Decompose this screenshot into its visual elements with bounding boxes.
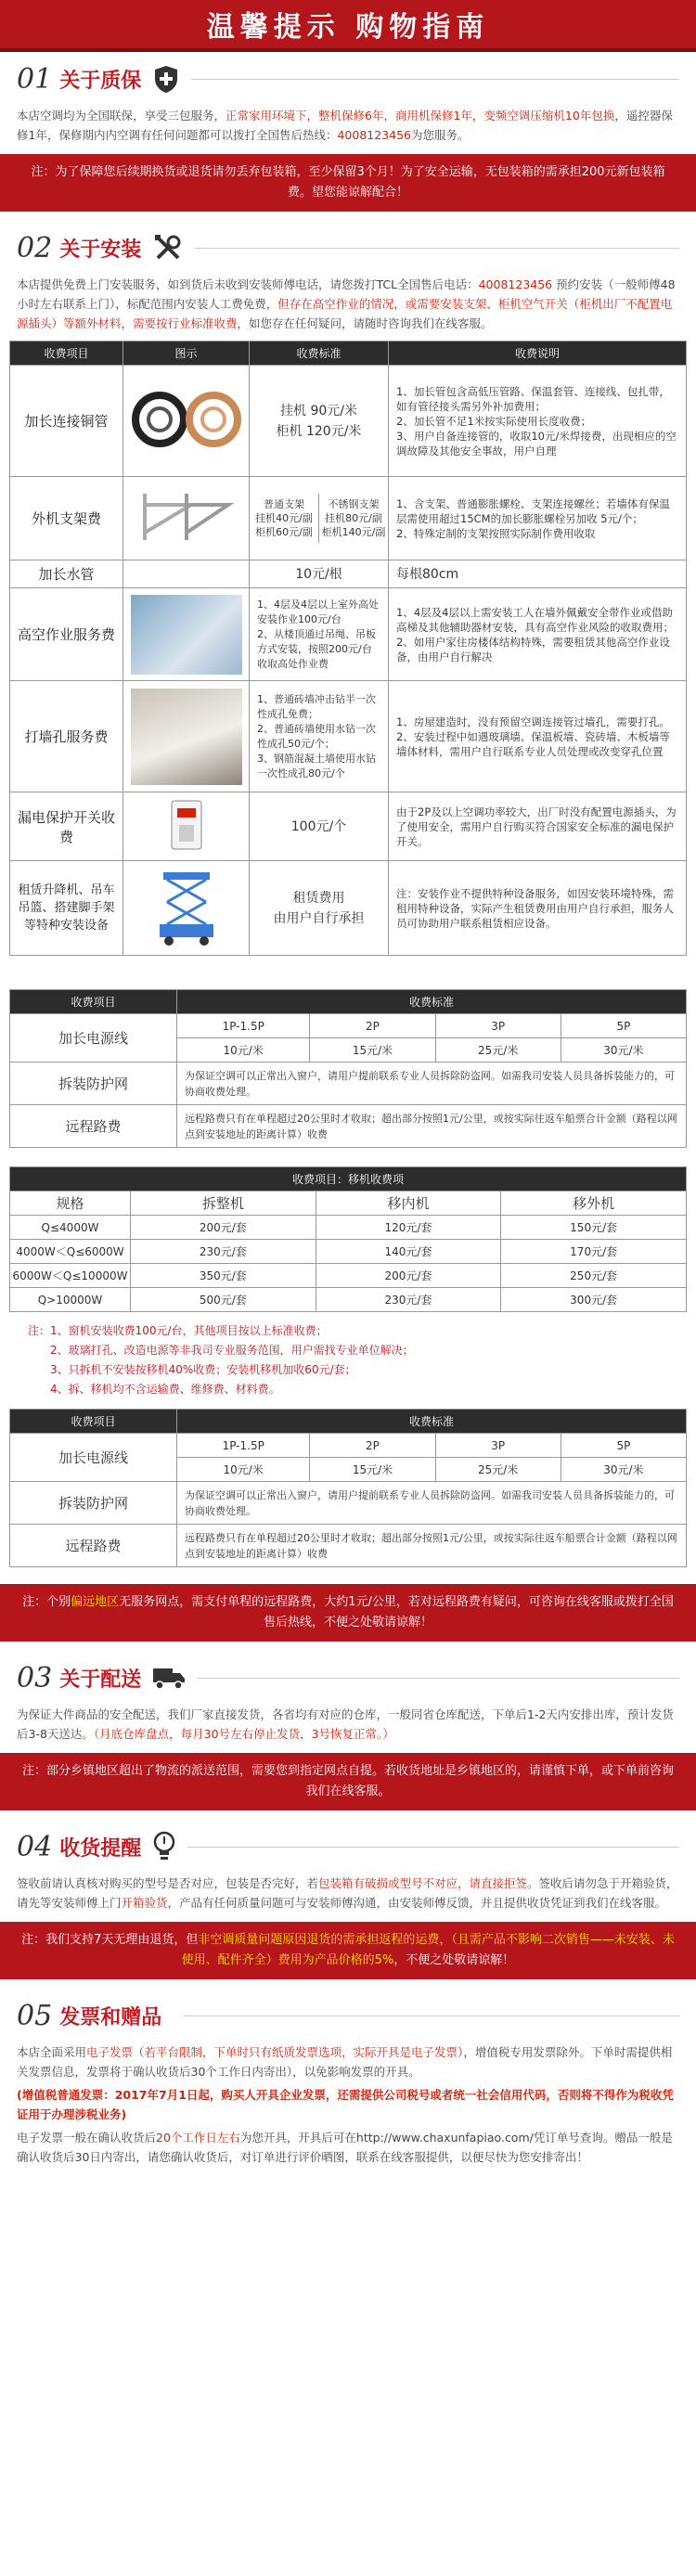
col-header: 收费说明 bbox=[389, 341, 687, 366]
section-number: 03 bbox=[17, 1661, 53, 1694]
table-row: 拆装防护网 为保证空调可以正常出入窗户，请用户提前联系专业人员拆除防盗网。如需我司安装人员具备拆装能力的，可协商收费处理。 bbox=[10, 1482, 687, 1525]
install-fee-table bbox=[9, 341, 687, 956]
relocation-fee-table bbox=[9, 1166, 687, 1312]
table-row: 加长连接铜管 挂机 90元/米 柜机 120元/米 1、加长管包含高低压管路、保温套管、连接线、包扎带，如有管径接头需另外补加费用； 2、加长管不足1米按实际使用长度收费； 3、用户自备连接管的，收取10元/米焊接费，出现相应的空调故障及其他安全事故，用户自理 bbox=[10, 366, 687, 477]
table-row: Q≤4000W 200元/套 120元/套 150元/套 bbox=[10, 1216, 687, 1240]
section-divider bbox=[195, 248, 679, 249]
col-header: 收费项目 bbox=[10, 1410, 177, 1434]
extra-fee-table-1 bbox=[9, 989, 687, 1148]
table-row: 6000W＜Q≤10000W 350元/套 200元/套 250元/套 bbox=[10, 1264, 687, 1288]
table-row: 远程路费 远程路费只有在单程超过20公里时才收取；超出部分按照1元/公里，或按实际往返车船票合计金额（路程以网点到安装地址的距离计算）收费 bbox=[10, 1525, 687, 1567]
gift-text: 电子发票一般在确认收货后20个工作日左右为您开具，开具后可在http://www.chaxunfapiao.com/凭订单号查询。赠品一般是确认收货后30日内寄出，请您确认收货后，对订单进行评价晒图，联系在线客服提供，以便尽快为您安排寄出！ bbox=[17, 2131, 673, 2164]
col-header: 收费标准 bbox=[177, 990, 687, 1014]
banner-title: 温馨提示 购物指南 bbox=[206, 11, 490, 44]
warranty-text: 本店空调均为全国联保，享受三包服务，正常家用环境下，整机保修6年，商用机保修1年，变频空调压缩机10年包换，遥控器保修1年，保修期内内空调有任何问题都可以拨打全国售后热线：4008123456为您服务。 bbox=[17, 109, 673, 142]
table-row: 加长电源线 1P-1.5P 2P 3P 5P bbox=[10, 1014, 687, 1038]
delivery-notice-bar: 注：部分乡镇地区超出了物流的派送范围，需要您到指定网点自提。若收货地址是乡镇地区的，请谨慎下单，或下单前咨询我们在线客服。 bbox=[0, 1753, 696, 1810]
section-warranty-header bbox=[0, 52, 696, 106]
receipt-text: 签收前请认真核对购买的型号是否对应，包装是否完好，若包装箱有破损或型号不对应，请直接拒签。签收后请勿急于开箱验货，请先等安装师傅上门开箱验货，产品有任何质量问题可与安装师傅沟通，由安装师傅反馈，并且提供收货凭证到我们在线客服。 bbox=[17, 1876, 678, 1910]
col-header: 图示 bbox=[123, 341, 250, 366]
col-header: 收费项目 bbox=[10, 990, 177, 1014]
section-receipt-header bbox=[0, 1820, 696, 1874]
col-header: 收费标准 bbox=[250, 341, 389, 366]
table-row: 打墙孔服务费 1、普通砖墙冲击钻半一次性成孔免费； 2、普通砖墙使用水钻一次性成孔50元/个； 3、钢筋混凝土墙使用水钻一次性成孔80元/个 1、房屋建造时，没有预留空调连接管过墙孔，需要打孔。 2、安装过程中如遇玻璃墙、保温板墙、瓷砖墙、木板墙等墙体材料，需用户自行联系专业人员处理或改变穿孔位置 bbox=[10, 681, 687, 792]
copper-pipe-image bbox=[123, 366, 250, 477]
high-altitude-photo bbox=[123, 588, 250, 681]
section-invoice-header bbox=[0, 1989, 696, 2042]
shield-plus-icon bbox=[152, 64, 180, 94]
section-install-header bbox=[0, 221, 696, 275]
invoice-text: 本店全面采用电子发票（若平台限制，下单时只有纸质发票选项，实际开具是电子发票），增值税专用发票除外。下单时需提供相关发票信息，发票将于确认收货后30个工作日内寄出），以免影响发票的开具。 bbox=[17, 2045, 673, 2079]
table-row: 加长水管 10元/根 每根80cm bbox=[10, 560, 687, 588]
bracket-image bbox=[123, 477, 250, 560]
table-row: 远程路费 远程路费只有在单程超过20公里时才收取；超出部分按照1元/公里，或按实际往返车船票合计金额（路程以网点到安装地址的距离计算）收费 bbox=[10, 1105, 687, 1148]
section-title: 发票和赠品 bbox=[59, 2005, 162, 2029]
section-divider bbox=[197, 1678, 679, 1679]
col-header: 收费项目 bbox=[10, 341, 123, 366]
table-row: 加长电源线 1P-1.5P 2P 3P 5P bbox=[10, 1434, 687, 1458]
section-number: 02 bbox=[17, 231, 53, 264]
leakage-switch-image bbox=[123, 792, 250, 861]
remote-fee-bar: 注：个别偏远地区无服务网点，需支付单程的远程路费，大约1元/公里，若对远程路费有疑问，可咨询在线客服或拨打全国售后热线，不便之处敬请谅解！ bbox=[0, 1584, 696, 1642]
vat-invoice-note: (增值税普通发票：2017年7月1日起，购买人开具企业发票，还需提供公司税号或者统一社会信用代码，否则将不得作为税收凭证用于办理涉税业务) bbox=[17, 2088, 674, 2121]
extra-fee-table-2 bbox=[9, 1409, 687, 1567]
section-title: 收货提醒 bbox=[59, 1836, 142, 1861]
lightbulb-icon bbox=[152, 1831, 176, 1862]
return-notice-bar: 注：我们支持7天无理由退货，但非空调质量问题原因退货的需承担返程的运费，（且需产品不影响二次销售——未安装、未使用、配件齐全）费用为产品价格的5%，不便之处敬请谅解！ bbox=[0, 1922, 696, 1979]
section-title: 关于安装 bbox=[59, 238, 142, 262]
table-header-row: 规格 拆整机 移内机 移外机 bbox=[10, 1191, 687, 1216]
install-text: 本店提供免费上门安装服务，如到货后未收到安装师傅电话，请您拨打TCL全国售后电话：4008123456 预约安装（一般师傅48小时左右联系上门），标配范围内安装人工费免费，但存在高空作业的情况，或需要安装支架、柜机空气开关（柜机出厂不配置电源插头）等额外材料，需要按行业标准收费，如您存在任何疑问，请随时咨询我们在线客服。 bbox=[17, 277, 676, 330]
table-row: 租赁升降机、吊车吊篮、搭建脚手架等特种安装设备 租赁费用 由用户自行承担 注：安装作业不提供特种设备服务，如因安装环境特殊，需租用特种设备，实际产生租赁费用由用户自行承担，服务人员可协助用户联系租赁相应设备。 bbox=[10, 861, 687, 956]
table-row: 高空作业服务费 1、4层及4层以上室外高处安装作业100元/台 2、从楼顶通过吊绳、吊板方式安装，按照200元/台收取高处作业费 1、4层及4层以上需安装工人在墙外佩戴安全带作业或借助高梯及其他辅助器材安装，具有高空作业风险的收取费用； 2、如用户家住房楼体结构特殊，需要租赁其他高空作业设备，由用户自行解决 bbox=[10, 588, 687, 681]
table-row: 漏电保护开关收费 100元/个 由于2P及以上空调功率较大，出厂时没有配置电源插头，为了使用安全，需用户自行购买符合国家安全标准的漏电保护开关。 bbox=[10, 792, 687, 861]
section-number: 01 bbox=[17, 62, 53, 96]
drilling-photo bbox=[123, 681, 250, 792]
section-title: 关于配送 bbox=[59, 1668, 142, 1692]
col-header: 收费标准 bbox=[177, 1410, 687, 1434]
section-number: 04 bbox=[17, 1830, 53, 1863]
section-delivery-header bbox=[0, 1651, 696, 1705]
scissor-lift-image bbox=[123, 861, 250, 956]
table-row: 外机支架费 普通支架 挂机40元/副 柜机60元/副 不锈钢支架 挂机80元/副 柜机140元/副 1、含支架、普通膨胀螺栓、支架连接螺丝；若墙体有保温层需使用超过15CM的加长膨胀螺栓另加收 5元/个； 2、特殊定制的支架按照实际制作费用收取 bbox=[10, 477, 687, 560]
delivery-text: 为保证大件商品的安全配送，我们厂家直接发货，各省均有对应的仓库，一般同省仓库配送，下单后1-2天内安排出库，预计发货后3-8天送达。（月底仓库盘点，每月30号左右停止发货，3号恢复正常。） bbox=[17, 1707, 674, 1741]
section-title: 关于质保 bbox=[59, 69, 142, 93]
warranty-notice-bar: 注：为了保障您后续期换货或退货请勿丢弃包装箱，至少保留3个月！为了安全运输，无包装箱的需承担200元新包装箱费。望您能谅解配合！ bbox=[0, 154, 696, 212]
truck-icon bbox=[152, 1666, 186, 1690]
section-number: 05 bbox=[17, 1999, 53, 2032]
page-banner bbox=[0, 0, 696, 52]
table-row: 拆装防护网 为保证空调可以正常出入窗户，请用户提前联系专业人员拆除防盗网。如需我司安装人员具备拆装能力的，可协商收费处理。 bbox=[10, 1063, 687, 1105]
tools-icon bbox=[152, 232, 184, 264]
table-row: Q>10000W 500元/套 230元/套 300元/套 bbox=[10, 1288, 687, 1312]
table-row: 10元/米 15元/米 25元/米 30元/米 bbox=[10, 1458, 687, 1482]
section-divider bbox=[187, 1847, 679, 1848]
section-divider bbox=[191, 79, 679, 80]
relocation-notes: 注：1、窗机安装收费100元/台，其他项目按以上标准收费； 2、玻璃打孔、改造电源等非我司专业服务范围，用户需找专业单位解决； 3、只拆机不安装按移机40%收费；安装机移机加收60元/套； 4、拆、移机均不含运输费、维修费、材料费。 bbox=[28, 1324, 414, 1396]
table-title: 收费项目：移机收费项 bbox=[10, 1167, 687, 1191]
table-row: 4000W＜Q≤6000W 230元/套 140元/套 170元/套 bbox=[10, 1240, 687, 1264]
table-row: 10元/米 15元/米 25元/米 30元/米 bbox=[10, 1038, 687, 1063]
